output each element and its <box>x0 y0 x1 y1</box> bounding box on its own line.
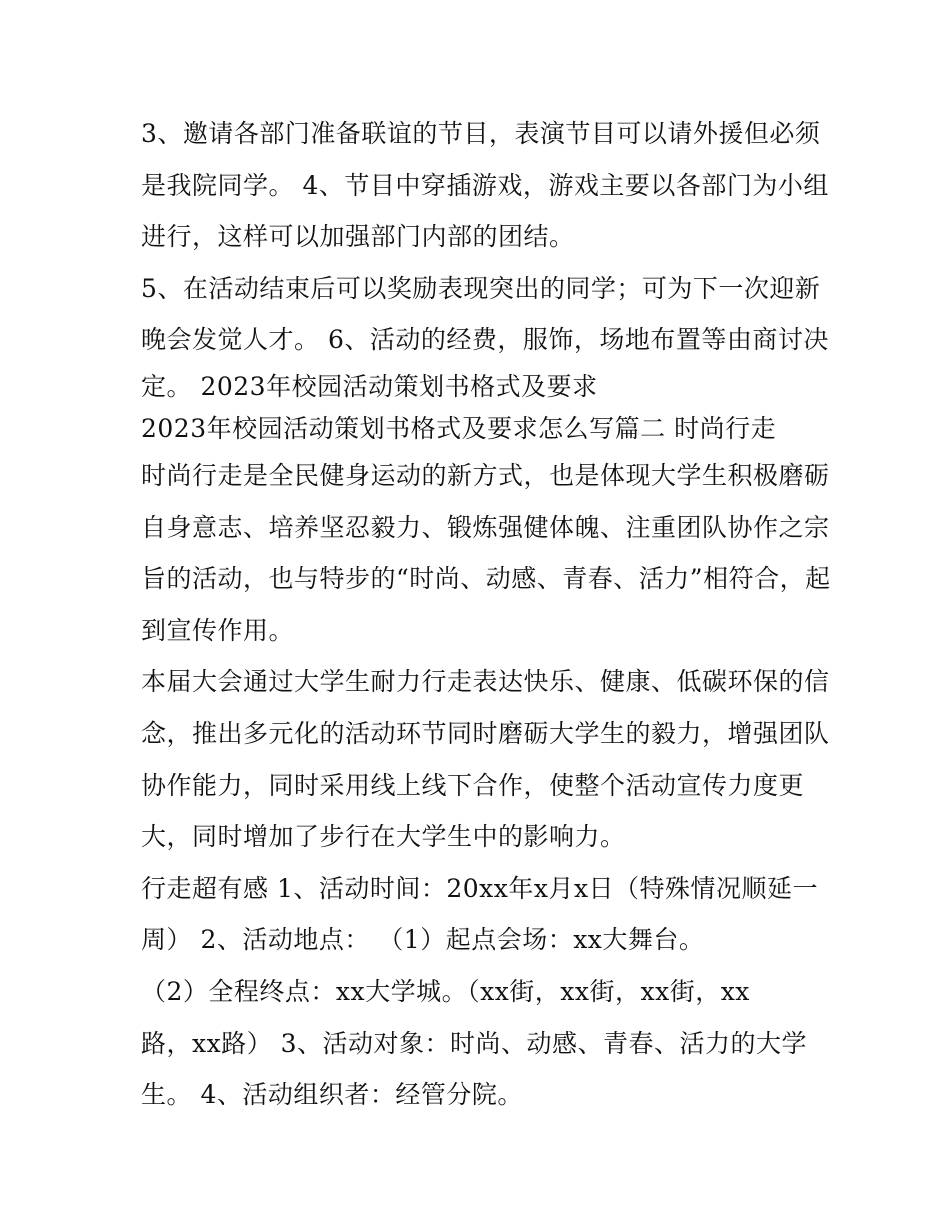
text-line: 大，同时增加了步行在大学生中的影响力。 <box>141 822 626 852</box>
text-line: 是我院同学。 4、节目中穿插游戏，游戏主要以各部门为小组 <box>141 170 829 200</box>
text-line: 念，推出多元化的活动环节同时磨砺大学生的毅力，增强团队 <box>141 718 830 748</box>
text-line: 行走超有感 1、活动时间：20xx年x月x日（特殊情况顺延一 <box>141 873 819 903</box>
text-line: 3、邀请各部门准备联谊的节目，表演节目可以请外援但必须 <box>141 119 821 148</box>
section-heading: 2023年校园活动策划书格式及要求怎么写篇二 时尚行走 <box>141 413 777 443</box>
text-line: 进行，这样可以加强部门内部的团结。 <box>141 222 575 252</box>
text-line: 晚会发觉人才。 6、活动的经费，服饰，场地布置等由商讨决 <box>141 325 829 355</box>
text-line: 5、在活动结束后可以奖励表现突出的同学；可为下一次迎新 <box>141 273 821 303</box>
text-line: 自身意志、培养坚忍毅力、锻炼强健体魄、注重团队协作之宗 <box>141 512 830 542</box>
text-line: 时尚行走是全民健身运动的新方式，也是体现大学生积极磨砺 <box>141 460 830 490</box>
text-line: 本届大会通过大学生耐力行走表达快乐、健康、低碳环保的信 <box>141 667 830 697</box>
text-line: 定。 2023年校园活动策划书格式及要求 <box>141 371 598 401</box>
document-body <box>141 108 831 1121</box>
text-line: 协作能力，同时采用线上线下合作，使整个活动宣传力度更 <box>141 770 805 800</box>
text-line: 生。 4、活动组织者：经管分院。 <box>141 1080 523 1110</box>
text-line: 周） 2、活动地点： （1）起点会场：xx大舞台。 <box>141 925 705 955</box>
text-line: 路，xx路） 3、活动对象：时尚、动感、青春、活力的大学 <box>141 1028 808 1058</box>
text-line: 旨的活动，也与特步的“时尚、动感、青春、活力”相符合，起 <box>141 564 831 594</box>
text-line: （2）全程终点：xx大学城。（xx街，xx街，xx街，xx <box>141 976 750 1006</box>
text-line: 到宣传作用。 <box>141 615 295 645</box>
